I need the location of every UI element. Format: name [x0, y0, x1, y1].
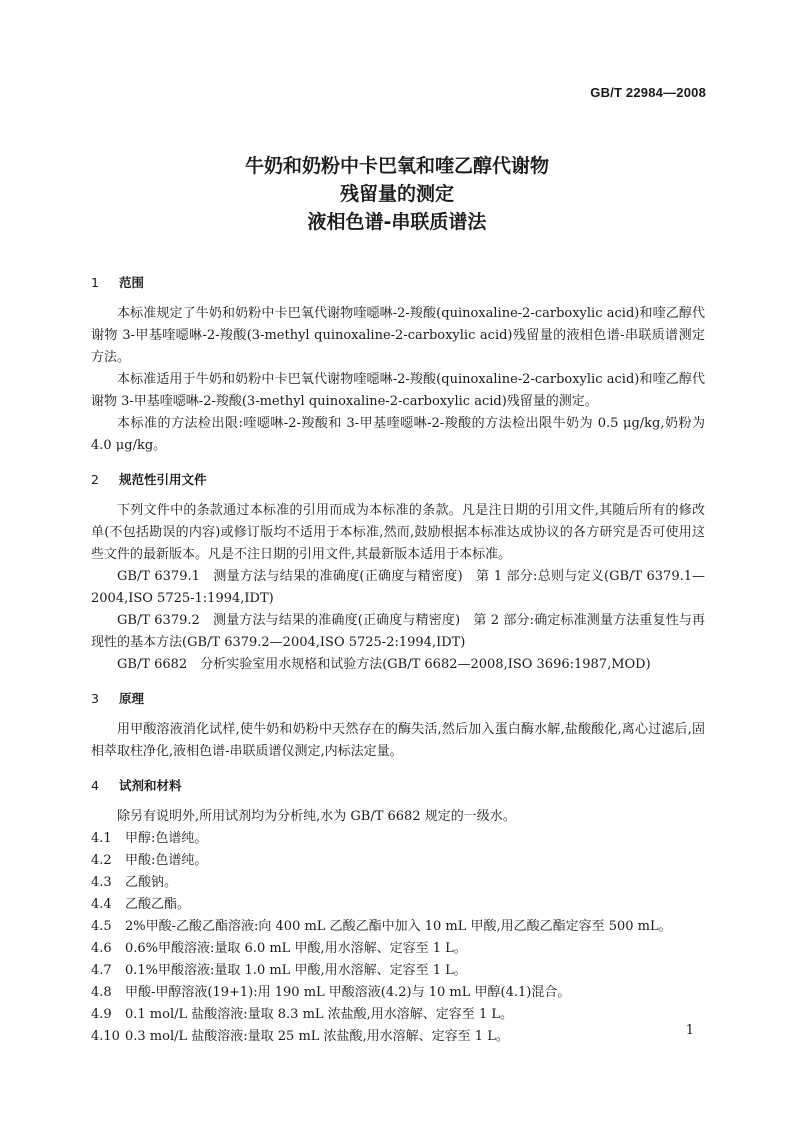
item-number: 4.3	[91, 875, 112, 890]
section-number: 3	[91, 691, 99, 706]
reagent-item	[91, 960, 705, 982]
section-number: 1	[91, 275, 99, 290]
reference-gbt-6379-2: GB/T 6379.2 测量方法与结果的准确度(正确度与精密度) 第 2 部分:确定标准测量方法重复性与再现性的基本方法(GB/T 6379.2—2004,ISO 5725-2:1994,IDT)	[91, 613, 705, 650]
reference-gbt-6379-1: GB/T 6379.1 测量方法与结果的准确度(正确度与精密度) 第 1 部分:总则与定义(GB/T 6379.1—2004,ISO 5725-1:1994,IDT)	[91, 569, 705, 606]
item-number: 4.7	[91, 963, 112, 978]
item-text: 0.1 mol/L 盐酸溶液:量取 8.3 mL 浓盐酸,用水溶解、定容至 1 L。	[125, 1007, 513, 1022]
standard-code: GB/T 22984—2008	[590, 85, 706, 100]
scope-paragraph-3: 本标准的方法检出限:喹噁啉-2-羧酸和 3-甲基喹噁啉-2-羧酸的方法检出限牛奶为 0.5 μg/kg,奶粉为 4.0 μg/kg。	[91, 416, 705, 453]
reagent-item	[91, 828, 705, 850]
reagent-item	[91, 1026, 705, 1048]
document-title	[0, 152, 794, 236]
reagent-item	[91, 872, 705, 894]
item-text: 2%甲酸-乙酸乙酯溶液:向 400 mL 乙酸乙酯中加入 10 mL 甲酸,用乙酸乙酯定容至 500 mL。	[125, 919, 672, 934]
section-title: 范围	[119, 275, 145, 290]
title-line-1: 牛奶和奶粉中卡巴氧和喹乙醇代谢物	[244, 155, 549, 177]
item-number: 4.4	[91, 897, 112, 912]
item-number: 4.10	[91, 1029, 120, 1044]
item-text: 乙酸乙酯。	[125, 897, 191, 912]
item-text: 0.3 mol/L 盐酸溶液:量取 25 mL 浓盐酸,用水溶解、定容至 1 L。	[125, 1029, 509, 1044]
section-number: 2	[91, 472, 99, 487]
section-heading-normative-references	[91, 469, 705, 491]
reference-gbt-6682: GB/T 6682 分析实验室用水规格和试验方法(GB/T 6682—2008,ISO 3696:1987,MOD)	[117, 657, 651, 672]
reagent-item	[91, 850, 705, 872]
item-number: 4.5	[91, 919, 112, 934]
item-number: 4.9	[91, 1007, 112, 1022]
item-text: 甲酸:色谱纯。	[125, 853, 208, 868]
item-text: 0.1%甲酸溶液:量取 1.0 mL 甲酸,用水溶解、定容至 1 L。	[125, 963, 467, 978]
scope-paragraph-2: 本标准适用于牛奶和奶粉中卡巴氧代谢物喹噁啉-2-羧酸(quinoxaline-2-carboxylic acid)和喹乙醇代谢物 3-甲基喹噁啉-2-羧酸(3-methyl quinoxaline-2-carboxylic acid)残留量的测定。	[91, 372, 705, 409]
section-title: 试剂和材料	[119, 778, 182, 793]
references-intro-paragraph: 下列文件中的条款通过本标准的引用而成为本标准的条款。凡是注日期的引用文件,其随后所有的修改单(不包括勘误的内容)或修订版均不适用于本标准,然而,鼓励根据本标准达成协议的各方研究是否可使用这些文件的最新版本。凡是不注日期的引用文件,其最新版本适用于本标准。	[91, 503, 705, 562]
section-heading-scope	[91, 272, 705, 294]
section-number: 4	[91, 778, 99, 793]
principle-paragraph: 用甲酸溶液消化试样,使牛奶和奶粉中天然存在的酶失活,然后加入蛋白酶水解,盐酸酸化,离心过滤后,固相萃取柱净化,液相色谱-串联质谱仪测定,内标法定量。	[91, 722, 705, 759]
section-title: 规范性引用文件	[119, 472, 207, 487]
reagent-item	[91, 1004, 705, 1026]
scope-paragraph-1: 本标准规定了牛奶和奶粉中卡巴氧代谢物喹噁啉-2-羧酸(quinoxaline-2-carboxylic acid)和喹乙醇代谢物 3-甲基喹噁啉-2-羧酸(3-methyl quinoxaline-2-carboxylic acid)残留量的液相色谱-串联质谱测定方法。	[91, 306, 705, 365]
reagent-item	[91, 894, 705, 916]
reagent-item	[91, 938, 705, 960]
title-line-2: 残留量的测定	[339, 183, 454, 205]
page-number: 1	[685, 1023, 694, 1038]
section-heading-principle	[91, 688, 705, 710]
item-number: 4.2	[91, 853, 112, 868]
item-number: 4.8	[91, 985, 112, 1000]
item-text: 0.6%甲酸溶液:量取 6.0 mL 甲酸,用水溶解、定容至 1 L。	[125, 941, 467, 956]
reagent-item	[91, 982, 705, 1004]
section-heading-reagents	[91, 775, 705, 797]
section-title: 原理	[119, 691, 145, 706]
reagents-intro-paragraph: 除另有说明外,所用试剂均为分析纯,水为 GB/T 6682 规定的一级水。	[117, 809, 516, 824]
document-body	[91, 272, 705, 1048]
item-text: 甲酸-甲醇溶液(19+1):用 190 mL 甲酸溶液(4.2)与 10 mL 甲醇(4.1)混合。	[125, 985, 571, 1000]
item-text: 甲醇:色谱纯。	[125, 831, 208, 846]
reagent-item	[91, 916, 705, 938]
title-line-3: 液相色谱-串联质谱法	[307, 211, 487, 233]
item-number: 4.6	[91, 941, 112, 956]
item-number: 4.1	[91, 831, 112, 846]
item-text: 乙酸钠。	[125, 875, 178, 890]
